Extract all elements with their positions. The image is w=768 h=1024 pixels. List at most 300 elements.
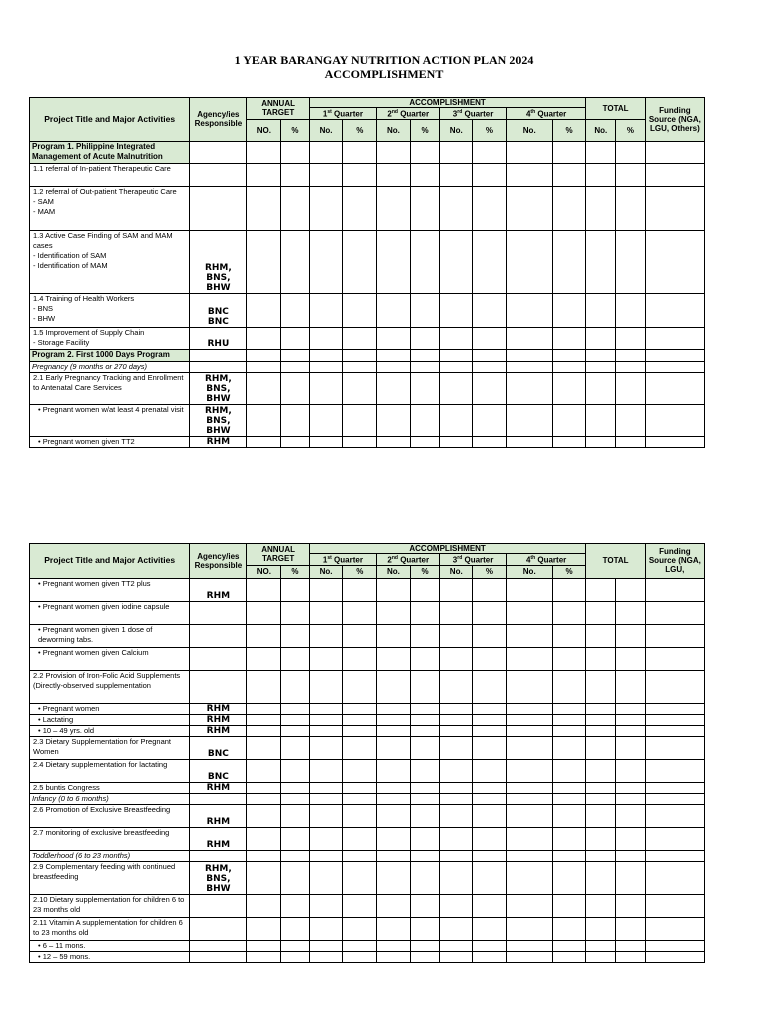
- value-cell: [506, 714, 552, 725]
- value-cell: [473, 793, 507, 804]
- value-cell: [281, 759, 310, 782]
- value-cell: [586, 436, 616, 447]
- value-cell: [552, 736, 586, 759]
- value-cell: [473, 725, 507, 736]
- value-cell: [343, 714, 377, 725]
- header-q1: 1st Quarter: [309, 554, 376, 566]
- value-cell: [616, 670, 646, 703]
- value-cell: [281, 186, 310, 230]
- value-cell: [377, 163, 411, 186]
- value-cell: [506, 725, 552, 736]
- value-cell: [616, 349, 646, 361]
- value-cell: [410, 436, 440, 447]
- value-cell: [247, 578, 281, 601]
- value-cell: [552, 861, 586, 894]
- value-cell: [343, 736, 377, 759]
- value-cell: [410, 404, 440, 436]
- value-cell: [586, 404, 616, 436]
- value-cell: [616, 725, 646, 736]
- value-cell: [440, 404, 473, 436]
- value-cell: [645, 725, 704, 736]
- value-cell: [645, 827, 704, 850]
- value-cell: [645, 361, 704, 372]
- activity-cell: • 6 – 11 mons.: [30, 940, 190, 951]
- value-cell: [377, 601, 411, 624]
- value-cell: [377, 827, 411, 850]
- value-cell: [586, 951, 616, 962]
- value-cell: [552, 793, 586, 804]
- value-cell: [506, 894, 552, 917]
- value-cell: [247, 293, 281, 327]
- activity-cell: 2.2 Provision of Iron-Folic Acid Supplements (Directly-observed supplementation: [30, 670, 190, 703]
- value-cell: [616, 624, 646, 647]
- table-row: [30, 404, 705, 436]
- activity-cell: 2.9 Complementary feeding with continued breastfeeding: [30, 861, 190, 894]
- value-cell: [586, 349, 616, 361]
- table-row: [30, 827, 705, 850]
- value-cell: [410, 782, 440, 793]
- value-cell: [440, 163, 473, 186]
- activity-cell: 1.3 Active Case Finding of SAM and MAM cases - Identification of SAM - Identification of MAM: [30, 230, 190, 293]
- value-cell: [616, 894, 646, 917]
- agency-cell: [190, 850, 247, 861]
- value-cell: [440, 759, 473, 782]
- value-cell: [377, 372, 411, 404]
- value-cell: [281, 327, 310, 349]
- table-row: [30, 670, 705, 703]
- value-cell: [440, 436, 473, 447]
- value-cell: [552, 436, 586, 447]
- value-cell: [616, 372, 646, 404]
- value-cell: [440, 293, 473, 327]
- value-cell: [377, 782, 411, 793]
- value-cell: [309, 951, 343, 962]
- value-cell: [281, 578, 310, 601]
- value-cell: [473, 804, 507, 827]
- value-cell: [377, 349, 411, 361]
- value-cell: [506, 436, 552, 447]
- value-cell: [552, 647, 586, 670]
- activity-cell: Program 1. Philippine Integrated Management of Acute Malnutrition: [30, 141, 190, 163]
- value-cell: [506, 782, 552, 793]
- value-cell: [309, 782, 343, 793]
- value-cell: [410, 327, 440, 349]
- value-cell: [616, 793, 646, 804]
- value-cell: [247, 670, 281, 703]
- value-cell: [645, 293, 704, 327]
- value-cell: [309, 804, 343, 827]
- value-cell: [377, 647, 411, 670]
- value-cell: [410, 850, 440, 861]
- activity-cell: Infancy (0 to 6 months): [30, 793, 190, 804]
- value-cell: [377, 804, 411, 827]
- agency-cell: RHM: [190, 725, 247, 736]
- value-cell: [309, 736, 343, 759]
- value-cell: [645, 372, 704, 404]
- agency-cell: RHM, BNS, BHW: [190, 404, 247, 436]
- value-cell: [506, 804, 552, 827]
- value-cell: [552, 917, 586, 940]
- value-cell: [309, 163, 343, 186]
- value-cell: [440, 850, 473, 861]
- value-cell: [343, 827, 377, 850]
- value-cell: [247, 917, 281, 940]
- activity-cell: • Pregnant women given TT2: [30, 436, 190, 447]
- value-cell: [440, 624, 473, 647]
- value-cell: [616, 736, 646, 759]
- value-cell: [309, 578, 343, 601]
- value-cell: [645, 436, 704, 447]
- value-cell: [616, 436, 646, 447]
- header-pct: %: [410, 119, 440, 141]
- value-cell: [586, 601, 616, 624]
- value-cell: [616, 940, 646, 951]
- value-cell: [410, 894, 440, 917]
- value-cell: [410, 793, 440, 804]
- value-cell: [552, 186, 586, 230]
- header-pct: %: [343, 119, 377, 141]
- value-cell: [616, 917, 646, 940]
- value-cell: [410, 736, 440, 759]
- value-cell: [616, 647, 646, 670]
- value-cell: [506, 141, 552, 163]
- value-cell: [440, 349, 473, 361]
- agency-cell: RHM: [190, 436, 247, 447]
- value-cell: [552, 714, 586, 725]
- value-cell: [473, 670, 507, 703]
- agency-cell: RHM: [190, 714, 247, 725]
- activity-cell: Toddlerhood (6 to 23 months): [30, 850, 190, 861]
- value-cell: [616, 850, 646, 861]
- value-cell: [247, 601, 281, 624]
- value-cell: [247, 894, 281, 917]
- value-cell: [247, 327, 281, 349]
- header-no: NO.: [247, 565, 281, 578]
- agency-cell: [190, 894, 247, 917]
- agency-cell: [190, 186, 247, 230]
- value-cell: [343, 940, 377, 951]
- value-cell: [247, 436, 281, 447]
- value-cell: [440, 861, 473, 894]
- value-cell: [343, 861, 377, 894]
- value-cell: [473, 230, 507, 293]
- value-cell: [645, 804, 704, 827]
- value-cell: [377, 361, 411, 372]
- agency-cell: RHM, BNS, BHW: [190, 372, 247, 404]
- header-pct: %: [473, 119, 507, 141]
- activity-cell: • Pregnant women: [30, 703, 190, 714]
- table-row: [30, 361, 705, 372]
- value-cell: [440, 736, 473, 759]
- value-cell: [552, 940, 586, 951]
- header-no: No.: [506, 119, 552, 141]
- value-cell: [473, 578, 507, 601]
- value-cell: [440, 601, 473, 624]
- value-cell: [645, 894, 704, 917]
- value-cell: [473, 759, 507, 782]
- value-cell: [616, 601, 646, 624]
- value-cell: [506, 759, 552, 782]
- value-cell: [552, 804, 586, 827]
- value-cell: [343, 327, 377, 349]
- table-row: [30, 714, 705, 725]
- value-cell: [377, 141, 411, 163]
- header-no: No.: [309, 565, 343, 578]
- value-cell: [645, 186, 704, 230]
- value-cell: [247, 804, 281, 827]
- header-no: No.: [586, 119, 616, 141]
- value-cell: [343, 578, 377, 601]
- value-cell: [281, 436, 310, 447]
- value-cell: [343, 894, 377, 917]
- header-accomplishment: ACCOMPLISHMENT: [309, 544, 586, 554]
- value-cell: [343, 703, 377, 714]
- value-cell: [552, 349, 586, 361]
- value-cell: [440, 647, 473, 670]
- value-cell: [281, 293, 310, 327]
- value-cell: [616, 578, 646, 601]
- value-cell: [616, 804, 646, 827]
- value-cell: [377, 404, 411, 436]
- value-cell: [343, 361, 377, 372]
- value-cell: [247, 759, 281, 782]
- value-cell: [586, 163, 616, 186]
- value-cell: [309, 624, 343, 647]
- value-cell: [377, 436, 411, 447]
- value-cell: [281, 917, 310, 940]
- value-cell: [506, 861, 552, 894]
- value-cell: [552, 670, 586, 703]
- table-row: [30, 578, 705, 601]
- header-no: NO.: [247, 119, 281, 141]
- value-cell: [645, 404, 704, 436]
- value-cell: [247, 714, 281, 725]
- value-cell: [309, 141, 343, 163]
- value-cell: [506, 951, 552, 962]
- value-cell: [586, 230, 616, 293]
- value-cell: [473, 372, 507, 404]
- value-cell: [281, 951, 310, 962]
- table-body: [30, 141, 705, 447]
- value-cell: [645, 940, 704, 951]
- value-cell: [309, 725, 343, 736]
- activity-cell: • Pregnant women given Calcium: [30, 647, 190, 670]
- value-cell: [247, 163, 281, 186]
- value-cell: [281, 163, 310, 186]
- table-row: [30, 647, 705, 670]
- value-cell: [343, 782, 377, 793]
- header-agency: Agency/ies Responsible: [190, 98, 247, 142]
- value-cell: [281, 793, 310, 804]
- value-cell: [410, 647, 440, 670]
- value-cell: [247, 782, 281, 793]
- value-cell: [586, 703, 616, 714]
- header-total: TOTAL: [586, 98, 645, 120]
- table-row: [30, 940, 705, 951]
- value-cell: [281, 349, 310, 361]
- agency-cell: [190, 647, 247, 670]
- table-row: [30, 327, 705, 349]
- value-cell: [552, 624, 586, 647]
- value-cell: [473, 141, 507, 163]
- value-cell: [645, 714, 704, 725]
- value-cell: [343, 725, 377, 736]
- agency-cell: [190, 141, 247, 163]
- header-no: No.: [309, 119, 343, 141]
- header-no: No.: [440, 565, 473, 578]
- value-cell: [247, 827, 281, 850]
- table-row: [30, 703, 705, 714]
- value-cell: [377, 230, 411, 293]
- value-cell: [440, 230, 473, 293]
- value-cell: [552, 703, 586, 714]
- agency-cell: BNC: [190, 736, 247, 759]
- value-cell: [552, 850, 586, 861]
- value-cell: [473, 186, 507, 230]
- value-cell: [586, 736, 616, 759]
- value-cell: [440, 827, 473, 850]
- value-cell: [552, 327, 586, 349]
- header-q1: 1st Quarter: [309, 108, 376, 120]
- value-cell: [247, 186, 281, 230]
- header-q3: 3rd Quarter: [440, 554, 506, 566]
- value-cell: [552, 361, 586, 372]
- value-cell: [506, 601, 552, 624]
- value-cell: [410, 624, 440, 647]
- activity-cell: • Lactating: [30, 714, 190, 725]
- header-annual-target: ANNUAL TARGET: [247, 98, 309, 120]
- value-cell: [645, 917, 704, 940]
- value-cell: [440, 714, 473, 725]
- value-cell: [343, 917, 377, 940]
- agency-cell: [190, 793, 247, 804]
- agency-cell: [190, 601, 247, 624]
- table-row: [30, 230, 705, 293]
- value-cell: [247, 349, 281, 361]
- value-cell: [281, 670, 310, 703]
- table-row: [30, 804, 705, 827]
- value-cell: [247, 647, 281, 670]
- agency-cell: RHM: [190, 804, 247, 827]
- value-cell: [506, 940, 552, 951]
- value-cell: [281, 725, 310, 736]
- value-cell: [410, 230, 440, 293]
- value-cell: [473, 349, 507, 361]
- header-pct: %: [343, 565, 377, 578]
- value-cell: [616, 404, 646, 436]
- header-no: No.: [506, 565, 552, 578]
- value-cell: [616, 703, 646, 714]
- activity-cell: 2.4 Dietary supplementation for lactating: [30, 759, 190, 782]
- table-row: [30, 917, 705, 940]
- value-cell: [473, 736, 507, 759]
- table-row: [30, 951, 705, 962]
- header-pct: %: [552, 119, 586, 141]
- activity-cell: 1.5 Improvement of Supply Chain - Storage Facility: [30, 327, 190, 349]
- value-cell: [552, 293, 586, 327]
- value-cell: [343, 759, 377, 782]
- activity-cell: 2.1 Early Pregnancy Tracking and Enrollment to Antenatal Care Services: [30, 372, 190, 404]
- value-cell: [343, 372, 377, 404]
- value-cell: [343, 349, 377, 361]
- value-cell: [586, 827, 616, 850]
- value-cell: [552, 782, 586, 793]
- header-q2: 2nd Quarter: [377, 108, 440, 120]
- table-row: [30, 293, 705, 327]
- activity-cell: 2.7 monitoring of exclusive breastfeeding: [30, 827, 190, 850]
- value-cell: [473, 703, 507, 714]
- value-cell: [616, 230, 646, 293]
- value-cell: [343, 804, 377, 827]
- header-total: TOTAL: [586, 544, 645, 579]
- value-cell: [281, 601, 310, 624]
- value-cell: [586, 186, 616, 230]
- value-cell: [410, 349, 440, 361]
- value-cell: [506, 736, 552, 759]
- value-cell: [506, 578, 552, 601]
- value-cell: [552, 951, 586, 962]
- value-cell: [440, 703, 473, 714]
- value-cell: [506, 293, 552, 327]
- value-cell: [247, 141, 281, 163]
- table-row: [30, 793, 705, 804]
- value-cell: [645, 327, 704, 349]
- value-cell: [616, 861, 646, 894]
- value-cell: [281, 850, 310, 861]
- value-cell: [309, 670, 343, 703]
- value-cell: [343, 793, 377, 804]
- value-cell: [247, 703, 281, 714]
- value-cell: [473, 647, 507, 670]
- value-cell: [506, 624, 552, 647]
- value-cell: [377, 186, 411, 230]
- table-row: [30, 163, 705, 186]
- value-cell: [410, 163, 440, 186]
- value-cell: [410, 703, 440, 714]
- value-cell: [506, 703, 552, 714]
- value-cell: [247, 861, 281, 894]
- value-cell: [377, 861, 411, 894]
- value-cell: [586, 861, 616, 894]
- value-cell: [377, 917, 411, 940]
- value-cell: [616, 782, 646, 793]
- action-plan-table-2: [29, 543, 705, 963]
- value-cell: [309, 793, 343, 804]
- value-cell: [473, 894, 507, 917]
- value-cell: [645, 141, 704, 163]
- value-cell: [616, 759, 646, 782]
- value-cell: [473, 361, 507, 372]
- value-cell: [281, 141, 310, 163]
- value-cell: [410, 578, 440, 601]
- value-cell: [586, 850, 616, 861]
- value-cell: [506, 917, 552, 940]
- value-cell: [377, 725, 411, 736]
- value-cell: [281, 894, 310, 917]
- table-row: [30, 141, 705, 163]
- value-cell: [616, 327, 646, 349]
- value-cell: [473, 163, 507, 186]
- agency-cell: [190, 163, 247, 186]
- value-cell: [309, 850, 343, 861]
- header-q3: 3rd Quarter: [440, 108, 506, 120]
- value-cell: [343, 951, 377, 962]
- value-cell: [247, 372, 281, 404]
- table-row: [30, 436, 705, 447]
- value-cell: [309, 404, 343, 436]
- value-cell: [552, 578, 586, 601]
- table-row: [30, 894, 705, 917]
